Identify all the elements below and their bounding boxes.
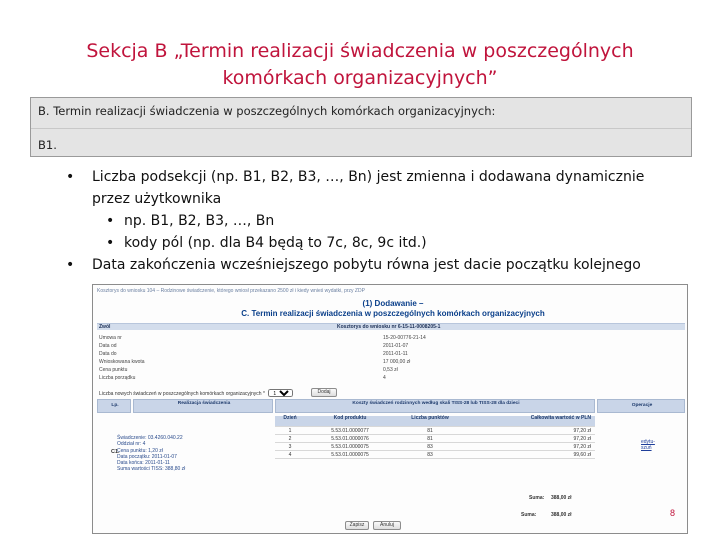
info-band [97,323,685,330]
table-row [275,451,595,459]
service-tree [117,435,185,473]
dialog-title-line2: C. Termin realizacji świadczenia w poszczególnych komórkach organizacyjnych [241,309,545,318]
section-b-panel [30,97,692,157]
field-label: Cena punktu [99,367,128,373]
tree-line[interactable]: Data końca: 2011-01-11 [117,460,170,467]
add-button[interactable]: Dodaj [311,388,337,397]
field-label: Wnioskowana kwota [99,359,145,365]
field-value: 2011-01-11 [383,351,408,357]
sub-bullet-item: • np. B1, B2, B3, …, Bn [66,210,686,232]
row-points: 81 [427,436,433,442]
col-header-koszty-label: Koszty świadczeń rodzinnych według skali TISS-28 lub TISS-28 dla dzieci [352,401,520,406]
sum-label: Suma: [529,495,545,501]
bullet-item [66,166,686,210]
table-row [275,435,595,443]
col-header-realizacja [133,399,273,413]
table-row [275,443,595,451]
col-header-koszty [275,399,595,413]
page-number: 8 [670,508,676,518]
subsection-b1-label: B1. [38,138,57,152]
form-screenshot [92,284,688,534]
field-label: Data od [99,343,117,349]
col-header-operacje [597,399,685,413]
row-points: 83 [427,444,433,450]
bullet-list [66,166,686,276]
tree-line[interactable]: Świadczenie: 03.4260.040.22 [117,435,183,441]
sum-value: 388,00 zł [551,495,572,501]
table-row [275,427,595,435]
inner-col-day: Dzień [283,415,297,421]
field-value: 2011-01-07 [383,343,409,349]
row-day: 3 [288,444,292,450]
dialog-title [193,299,593,319]
total-sum-value: 388,00 zł [551,512,572,518]
row-value: 97,20 zł [573,436,591,442]
bullet-text-line2: przez użytkownika [92,191,222,207]
field-value: 4 [383,375,386,381]
section-b-header: B. Termin realizacji świadczenia w poszczególnych komórkach organizacyjnych: [38,104,496,118]
save-button[interactable]: Zapisz [345,521,369,530]
col-header-realizacja-label: Realizacja świadczenia [177,401,231,406]
edit-link[interactable]: edytu- [641,439,655,445]
field-label: Data do [99,351,117,357]
tree-line[interactable]: Oddział nr: 4 [117,441,146,448]
bullet-item: • Data zakończenia wcześniejszego pobytu równa jest dacie początku kolejnego [66,254,686,276]
field-value: 15-20-00776-21-14 [383,335,426,341]
section-divider [31,128,691,129]
col-header-lp [97,399,131,413]
costs-table [275,416,595,459]
row-code: 5.53.01.0000077 [331,428,369,434]
field-value: 17 000,00 zł [383,359,411,365]
count-dropdown-row [99,389,293,397]
count-dropdown[interactable] [268,389,293,397]
edit-delete-link[interactable] [641,439,655,451]
row-points: 81 [427,428,433,434]
tree-line[interactable]: Data początku: 2011-01-07 [117,453,177,460]
col-header-lp-label: Lp. [111,403,119,408]
field-label: Liczba porządku [99,375,136,381]
row-value: 97,20 zł [573,444,591,450]
row-day: 1 [288,428,292,434]
band-label: Zwól [99,324,111,330]
tree-line[interactable]: Cena punktu: 1,20 zł [117,447,163,454]
bullet-text-line1: • Liczba podsekcji (np. B1, B2, B3, …, Bn) jest zmienna i dodawana dynamicznie [92,169,645,185]
field-label: Umowa nr [99,335,122,341]
cancel-button[interactable]: Anuluj [373,521,401,530]
cell-code-label: C1. [111,449,120,455]
count-dropdown-label: Liczba nowych świadczeń w poszczególnych komórkach organizacyjnych * [99,391,265,397]
row-points: 83 [427,452,433,458]
costs-table-header [275,416,595,427]
row-day: 2 [288,436,292,442]
row-value: 99,60 zł [573,452,591,458]
inner-col-code: Kod produktu [333,415,367,421]
row-day: 4 [288,452,292,458]
delete-link[interactable]: szuń [641,445,652,451]
sub-bullet-item: • kody pól (np. dla B4 będą to 7c, 8c, 9c itd.) [66,232,686,254]
inner-col-value: Całkowita wartość w PLN [530,415,591,421]
row-value: 97,20 zł [573,428,591,434]
col-header-operacje-label: Operacje [631,403,653,408]
slide-title-line1: Sekcja B „Termin realizacji świadczenia w poszczególnych [86,40,634,62]
breadcrumb: Kosztorys do wniosku 104 – Rodzinowe świadczenie, którego wniosł przekazano 2500 zł i kiedy wnieś wydatki, przy ZDP [97,288,365,294]
row-code: 5.53.01.0000076 [331,436,369,442]
dialog-title-line1: (1) Dodawanie – [362,299,424,308]
row-code: 5.53.01.0000075 [331,444,369,450]
slide-title [40,38,680,92]
inner-col-points: Liczba punktów [411,415,449,421]
row-code: 5.53.01.0000075 [331,452,369,458]
field-value: 0,53 zł [383,367,398,373]
band-title: Kosztorys do wniosku nr 6-15-11-0008205-1 [337,324,441,330]
total-sum-label: Suma: [521,512,537,518]
slide-title-line2: komórkach organizacyjnych” [222,67,498,89]
tree-line[interactable]: Suma wartości TISS: 388,80 zł [117,466,186,473]
